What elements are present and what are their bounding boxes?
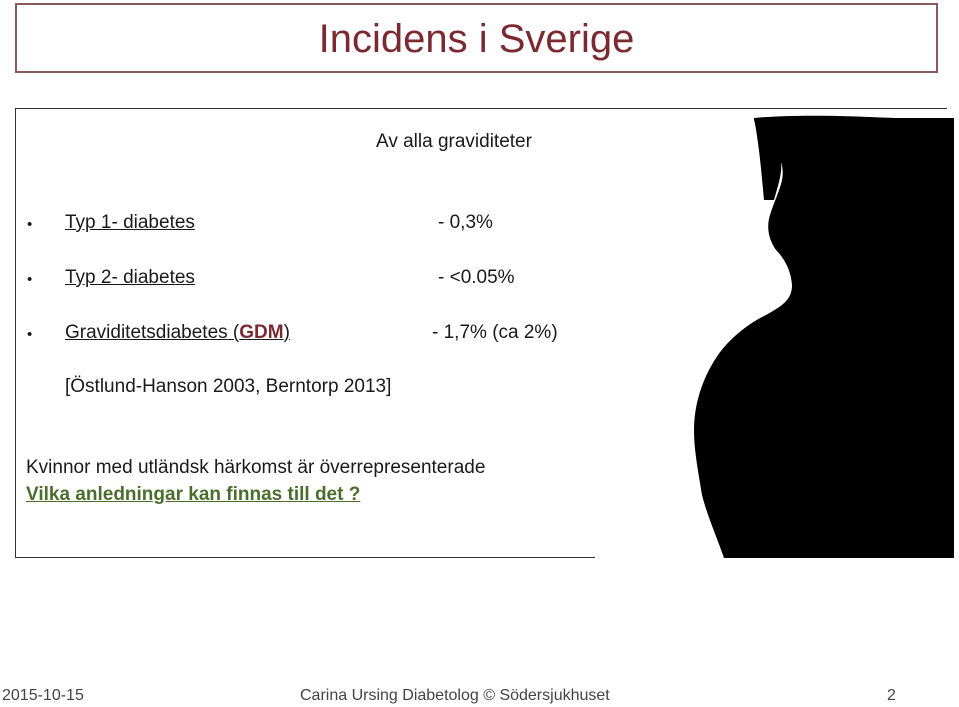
slide-title: Incidens i Sverige xyxy=(318,17,635,61)
item-label-gdm: Graviditetsdiabetes (GDM) xyxy=(65,322,290,343)
item-label-type2: Typ 2- diabetes xyxy=(65,267,195,288)
footer-date: 2015-10-15 xyxy=(2,687,84,704)
subtitle: Av alla graviditeter xyxy=(376,131,532,152)
item-value-type1: - 0,3% xyxy=(438,212,493,233)
citation: [Östlund-Hanson 2003, Berntorp 2013] xyxy=(65,376,392,397)
note-line-2: Vilka anledningar kan finnas till det ? xyxy=(26,484,361,505)
gdm-abbr: GDM xyxy=(239,322,284,343)
note-line-1: Kvinnor med utländsk härkomst är överrepresenterade xyxy=(26,457,486,478)
bullet-icon: • xyxy=(27,271,33,288)
item-label-type1: Typ 1- diabetes xyxy=(65,212,195,233)
bullet-icon: • xyxy=(27,326,33,343)
content-box-top-border xyxy=(595,108,947,109)
item-value-gdm: - 1,7% (ca 2%) xyxy=(432,322,558,343)
bullet-icon: • xyxy=(27,216,33,233)
footer-page-number: 2 xyxy=(887,687,896,704)
title-box xyxy=(15,3,938,73)
pregnant-woman-silhouette-image xyxy=(594,110,954,558)
footer-author: Carina Ursing Diabetolog © Södersjukhuset xyxy=(300,687,610,704)
item-value-type2: - <0.05% xyxy=(438,267,515,288)
